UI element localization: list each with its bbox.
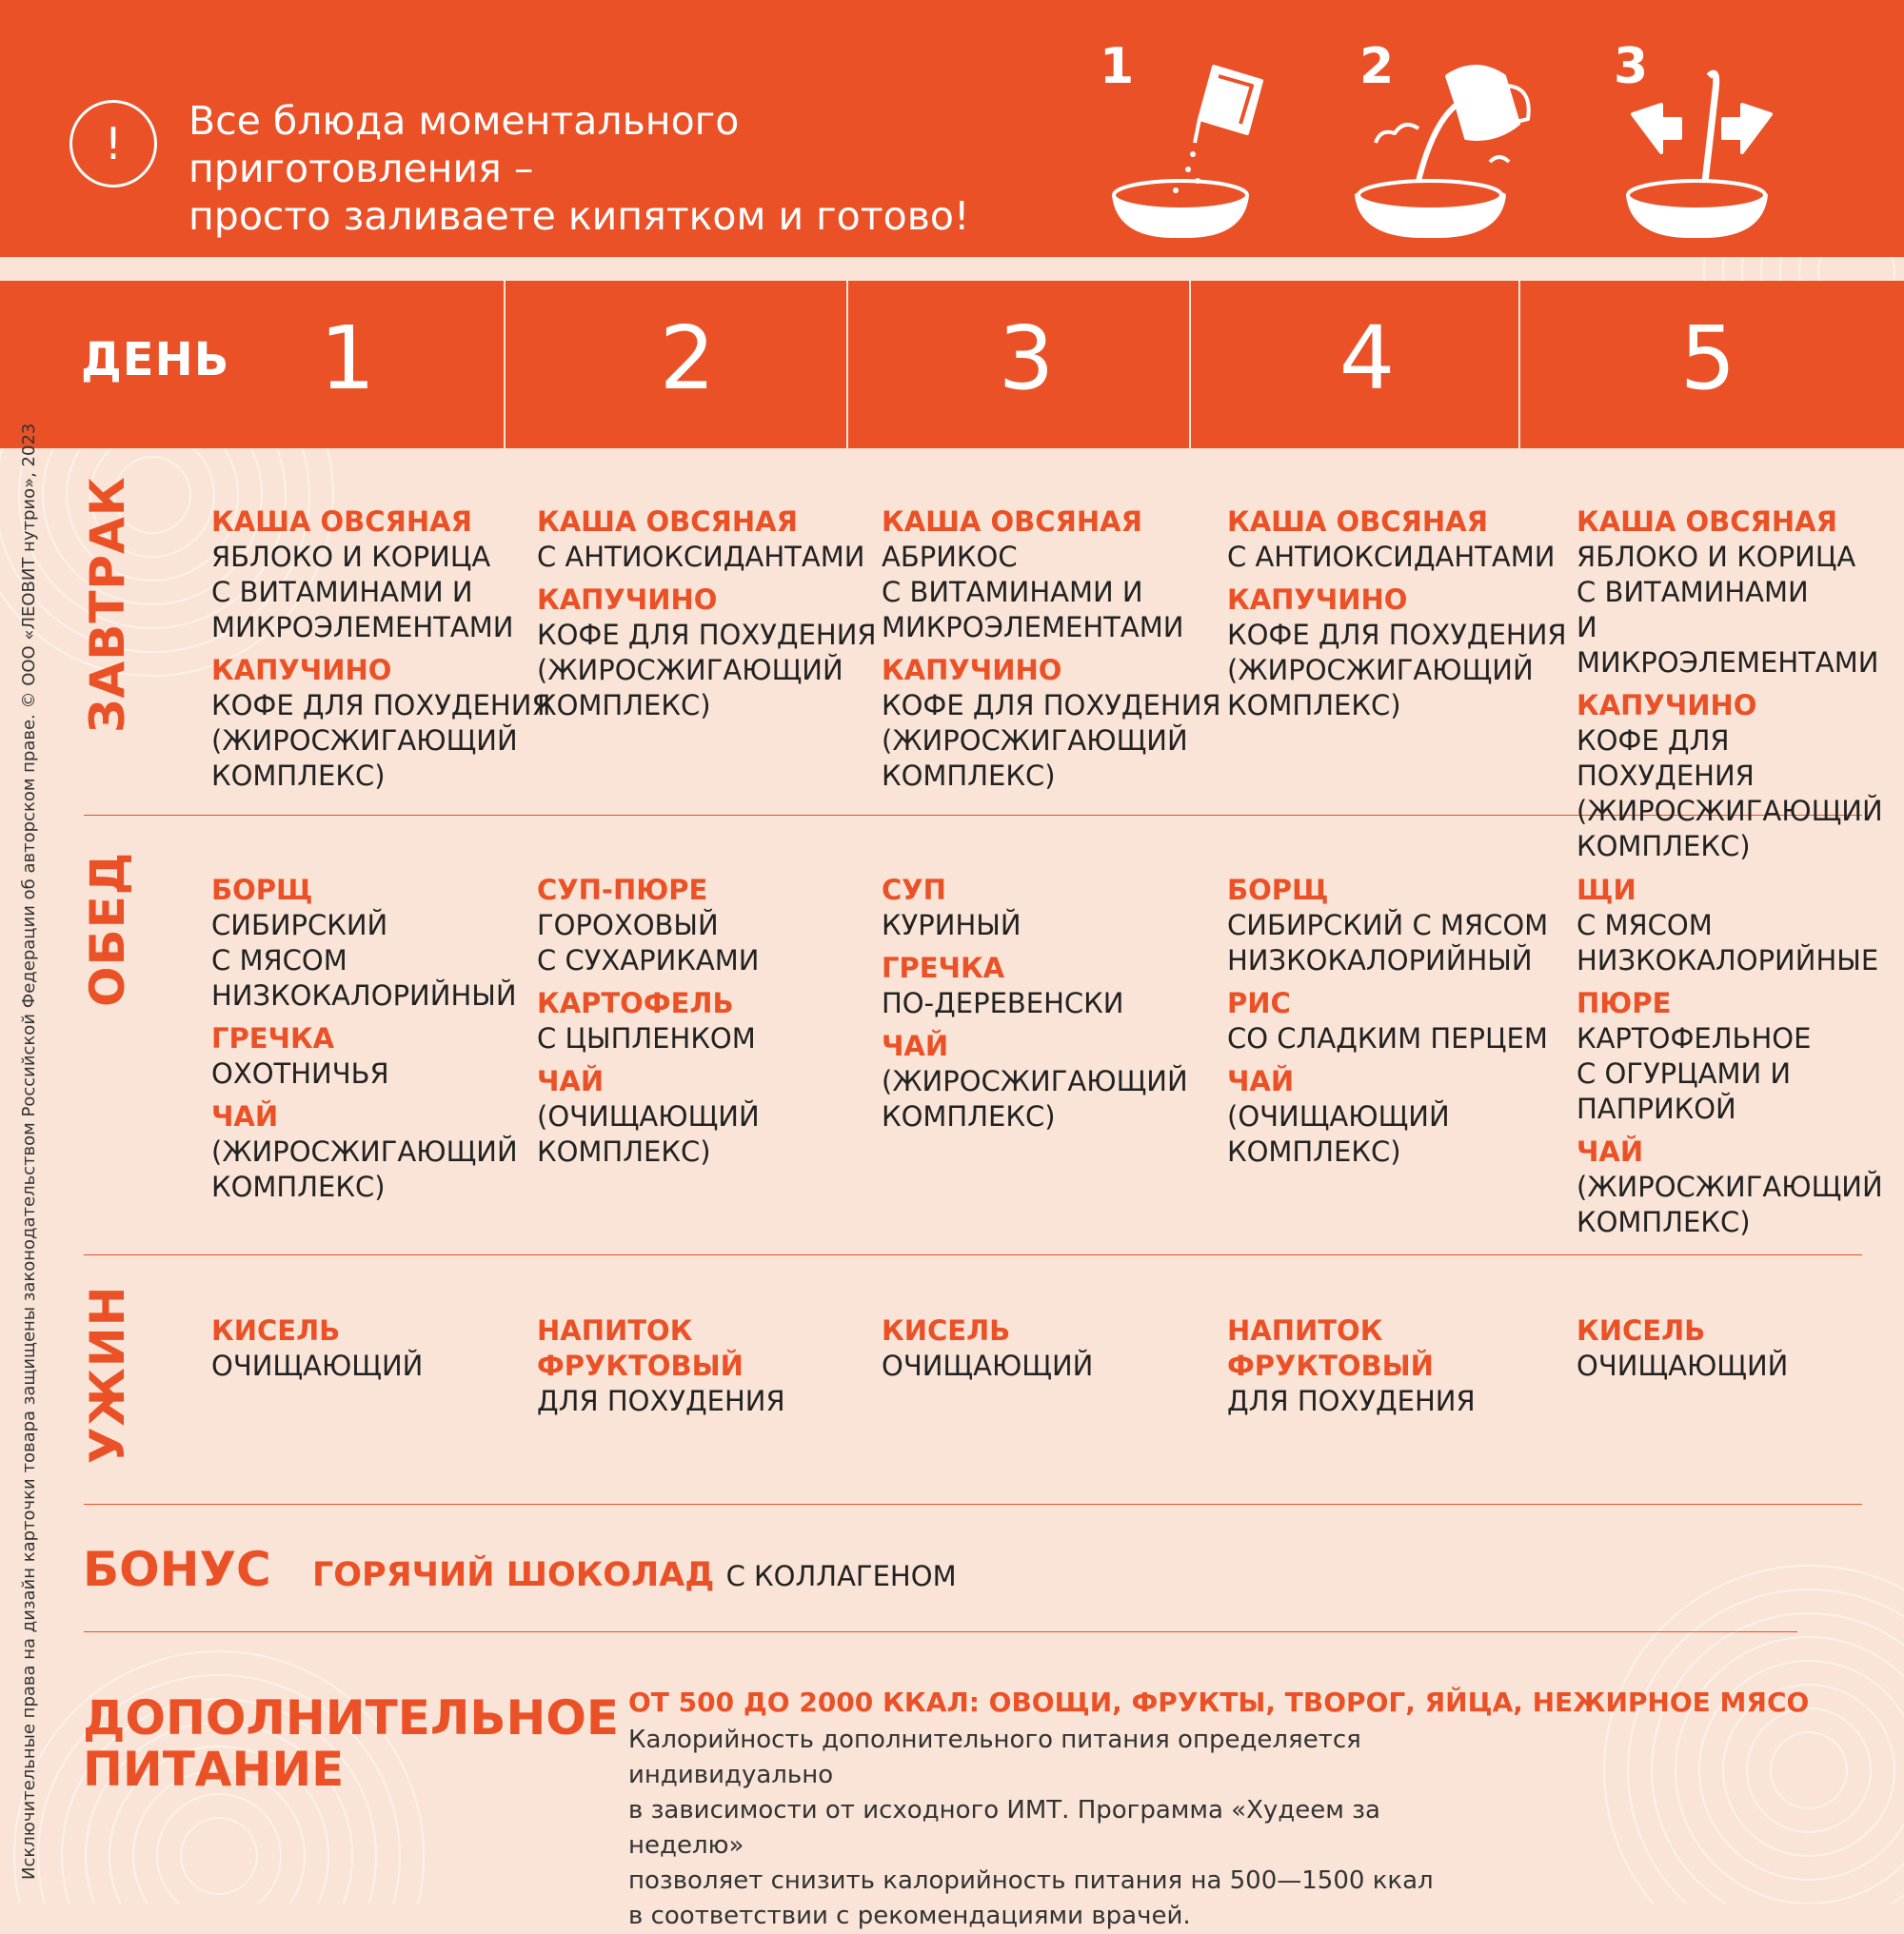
dish-description: ОЧИЩАЮЩИЙ [211, 1350, 424, 1382]
dish-title: КАРТОФЕЛЬ [537, 987, 734, 1019]
breakfast-label: ЗАВТРАК [80, 476, 135, 733]
dish-description: КОМПЛЕКС) [1577, 1206, 1751, 1238]
dinner-label: УЖИН [80, 1285, 135, 1464]
dish-description: ПО-ДЕРЕВЕНСКИ [882, 987, 1124, 1019]
dish-description: С МЯСОМ [211, 944, 347, 977]
dish-description: С СУХАРИКАМИ [537, 944, 760, 977]
dish-title: ПЮРЕ [1577, 987, 1672, 1019]
lunch-day-4-cell [1227, 873, 1548, 1170]
dish-title: ЧАЙ [211, 1100, 279, 1133]
bonus-item-suffix: С КОЛЛАГЕНОМ [725, 1560, 957, 1592]
day-1-header: 1 [319, 307, 376, 409]
dish-description: ДЛЯ ПОХУДЕНИЯ [537, 1385, 785, 1417]
dish-title: БОРЩ [1227, 874, 1329, 906]
extra-nutrition-headline: ОТ 500 ДО 2000 ККАЛ: ОВОЩИ, ФРУКТЫ, ТВОРОГ, ЯЙЦА, НЕЖИРНОЕ МЯСО [628, 1687, 1810, 1718]
extra-desc-line: Калорийность дополнительного питания определяется индивидуально [628, 1726, 1361, 1789]
dish-description: КОМПЛЕКС) [537, 1135, 711, 1168]
dish-description: (ЖИРОСЖИГАЮЩИЙ [882, 1065, 1188, 1097]
exclamation-icon: ! [69, 100, 157, 187]
dish-title: РИС [1227, 987, 1291, 1019]
lunch-day-2-cell [537, 873, 760, 1170]
dinner-day-2-cell [537, 1313, 785, 1419]
dish-description: КОМПЛЕКС) [1577, 830, 1751, 862]
dish-title: КАПУЧИНО [537, 583, 718, 616]
dish-title: ФРУКТОВЫЙ [1227, 1350, 1434, 1382]
step-3-number: 3 [1614, 38, 1649, 95]
dish-title: КАША ОВСЯНАЯ [882, 505, 1142, 538]
dish-description: ОЧИЩАЮЩИЙ [1577, 1350, 1789, 1382]
dish-description: МИКРОЭЛЕМЕНТАМИ [882, 611, 1184, 643]
breakfast-day-1-cell [211, 504, 551, 794]
dish-description: ГОРОХОВЫЙ [537, 909, 719, 941]
row-divider [84, 1254, 1862, 1255]
dish-description: (ЖИРОСЖИГАЮЩИЙ [1227, 654, 1534, 686]
lunch-day-1-cell [211, 873, 518, 1205]
day-4-header: 4 [1339, 307, 1396, 409]
dish-description: С АНТИОКСИДАНТАМИ [537, 541, 865, 573]
dish-description: С ЦЫПЛЕНКОМ [537, 1022, 756, 1055]
breakfast-day-3-cell [882, 504, 1221, 794]
dish-description: С ВИТАМИНАМИ И [882, 576, 1143, 608]
extra-label-line-2: ПИТАНИЕ [83, 1742, 345, 1797]
dish-title: ГРЕЧКА [211, 1022, 335, 1055]
dish-description: С АНТИОКСИДАНТАМИ [1227, 541, 1556, 573]
dish-description: С ВИТАМИНАМИ И [211, 576, 473, 608]
dish-description: КАРТОФЕЛЬНОЕ [1577, 1022, 1812, 1055]
breakfast-day-2-cell [537, 504, 877, 723]
dish-description: (ЖИРОСЖИГАЮЩИЙ [882, 724, 1188, 757]
lunch-day-3-cell [882, 873, 1188, 1135]
dish-title: ЧАЙ [1577, 1135, 1644, 1168]
dish-description: С ВИТАМИНАМИ [1577, 576, 1809, 608]
dish-description: ОХОТНИЧЬЯ [211, 1057, 389, 1090]
banner-text-line-1: Все блюда моментального приготовления – [188, 98, 740, 191]
extra-desc-line: в зависимости от исходного ИМТ. Программа «Худеем за неделю» [628, 1796, 1380, 1860]
dinner-day-5-cell [1577, 1313, 1788, 1384]
dish-title: КАПУЧИНО [211, 654, 392, 686]
dish-description: (ОЧИЩАЮЩИЙ [537, 1100, 760, 1133]
dish-description: НИЗКОКАЛОРИЙНЫЙ [1227, 944, 1533, 977]
bonus-item-name: ГОРЯЧИЙ ШОКОЛАД [312, 1556, 715, 1594]
dish-description: ДЛЯ ПОХУДЕНИЯ [1227, 1385, 1476, 1417]
extra-desc-line: позволяет снизить калорийность питания на 500—1500 ккал [628, 1866, 1434, 1895]
bonus-item [312, 1556, 957, 1594]
day-5-header: 5 [1679, 307, 1736, 409]
dish-description: КОМПЛЕКС) [211, 1171, 386, 1203]
dish-description: КОМПЛЕКС) [1227, 689, 1401, 721]
step-2-number: 2 [1359, 38, 1395, 95]
dish-description: КОМПЛЕКС) [882, 760, 1056, 792]
dinner-day-4-cell [1227, 1313, 1476, 1419]
extra-nutrition-description [628, 1723, 1485, 1934]
dish-description: (ЖИРОСЖИГАЮЩИЙ [1577, 1171, 1883, 1203]
dish-description: С МЯСОМ [1577, 909, 1713, 941]
extra-label-line-1: ДОПОЛНИТЕЛЬНОЕ [83, 1690, 620, 1746]
dish-title: КАША ОВСЯНАЯ [537, 505, 798, 538]
dish-description: КОМПЛЕКС) [882, 1100, 1056, 1133]
dish-description: (ЖИРОСЖИГАЮЩИЙ [537, 654, 843, 686]
dish-title: КАПУЧИНО [882, 654, 1062, 686]
dish-description: СИБИРСКИЙ [211, 909, 388, 941]
dish-description: (ОЧИЩАЮЩИЙ [1227, 1100, 1450, 1133]
dish-title: ЩИ [1577, 874, 1636, 906]
dish-title: СУП-ПЮРЕ [537, 874, 708, 906]
dish-title: КАПУЧИНО [1577, 689, 1757, 721]
dish-title: КИСЕЛЬ [1577, 1314, 1706, 1347]
dish-description: КОФЕ ДЛЯ ПОХУДЕНИЯ [1227, 619, 1567, 651]
dish-title: КИСЕЛЬ [882, 1314, 1011, 1347]
dish-description: АБРИКОС [882, 541, 1018, 573]
dish-title: БОРЩ [211, 874, 313, 906]
dish-title: КАША ОВСЯНАЯ [1227, 505, 1488, 538]
row-divider [84, 1504, 1862, 1505]
dish-description: КОФЕ ДЛЯ ПОХУДЕНИЯ [211, 689, 551, 721]
breakfast-day-5-cell [1577, 504, 1904, 864]
dish-title: НАПИТОК [1227, 1314, 1383, 1347]
lunch-day-5-cell [1577, 873, 1883, 1240]
dish-title: ЧАЙ [882, 1030, 949, 1062]
dish-description: НИЗКОКАЛОРИЙНЫЕ [1577, 944, 1879, 977]
dish-description: (ЖИРОСЖИГАЮЩИЙ [211, 1135, 518, 1168]
dish-description: КОФЕ ДЛЯ ПОХУДЕНИЯ [1577, 724, 1755, 792]
dish-description: КУРИНЫЙ [882, 909, 1021, 941]
dinner-day-3-cell [882, 1313, 1093, 1384]
dish-title: КАША ОВСЯНАЯ [1577, 505, 1837, 538]
dish-description: (ЖИРОСЖИГАЮЩИЙ [1577, 795, 1883, 827]
banner-text-line-2: просто заливаете кипятком и готово! [188, 193, 970, 239]
dish-description: КОМПЛЕКС) [537, 689, 711, 721]
dish-description: СО СЛАДКИМ ПЕРЦЕМ [1227, 1022, 1548, 1055]
dish-description: ПАПРИКОЙ [1577, 1093, 1736, 1125]
dish-description: ЯБЛОКО И КОРИЦА [211, 541, 491, 573]
extra-desc-line: в соответствии с рекомендациями врачей. [628, 1902, 1191, 1930]
dish-description: ЯБЛОКО И КОРИЦА [1577, 541, 1856, 573]
row-divider [84, 1631, 1797, 1632]
breakfast-day-4-cell [1227, 504, 1567, 723]
dish-description: СИБИРСКИЙ С МЯСОМ [1227, 909, 1549, 941]
dish-description: С ОГУРЦАМИ И [1577, 1057, 1792, 1090]
dish-title: ЧАЙ [1227, 1065, 1295, 1097]
dish-description: КОМПЛЕКС) [211, 760, 386, 792]
day-label: ДЕНЬ [81, 333, 230, 386]
extra-nutrition-label [83, 1690, 620, 1797]
dish-title: ГРЕЧКА [882, 952, 1005, 984]
dish-description: КОМПЛЕКС) [1227, 1135, 1401, 1168]
dish-description: ОЧИЩАЮЩИЙ [882, 1350, 1094, 1382]
dish-description: КОФЕ ДЛЯ ПОХУДЕНИЯ [882, 689, 1221, 721]
dish-title: СУП [882, 874, 946, 906]
dish-description: И МИКРОЭЛЕМЕНТАМИ [1577, 611, 1879, 679]
dinner-day-1-cell [211, 1313, 423, 1384]
dish-description: МИКРОЭЛЕМЕНТАМИ [211, 611, 514, 643]
dish-title: НАПИТОК [537, 1314, 693, 1347]
dish-title: ФРУКТОВЫЙ [537, 1350, 744, 1382]
dish-title: КАША ОВСЯНАЯ [211, 505, 472, 538]
dish-description: (ЖИРОСЖИГАЮЩИЙ [211, 724, 518, 757]
dish-description: НИЗКОКАЛОРИЙНЫЙ [211, 979, 517, 1012]
day-3-header: 3 [998, 307, 1055, 409]
dish-title: КИСЕЛЬ [211, 1314, 341, 1347]
copyright-text: Исключительные права на дизайн карточки товара защищены законодательством Российской Федерации об авторском праве. © ООО «ЛЕОВИТ нутрио», 2023 [19, 423, 39, 1880]
day-2-header: 2 [659, 307, 716, 409]
lunch-label: ОБЕД [80, 851, 135, 1007]
step-1-number: 1 [1100, 38, 1135, 95]
dish-description: КОФЕ ДЛЯ ПОХУДЕНИЯ [537, 619, 877, 651]
dish-title: КАПУЧИНО [1227, 583, 1408, 616]
dish-title: ЧАЙ [537, 1065, 605, 1097]
bonus-label: БОНУС [83, 1542, 271, 1597]
